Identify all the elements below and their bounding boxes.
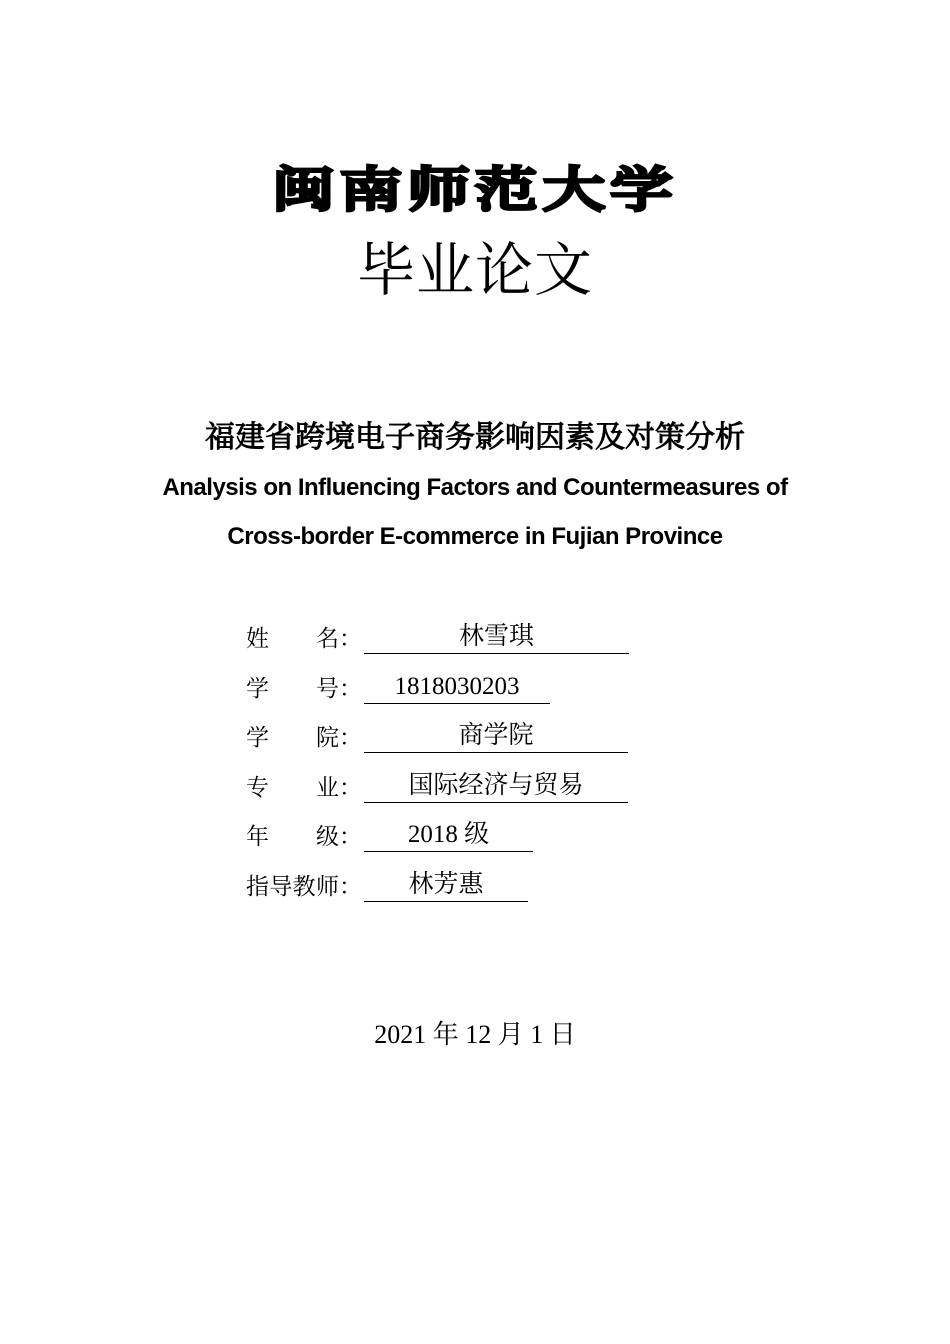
student-id-label-text: 学 号 (246, 675, 339, 701)
thesis-title-chinese: 福建省跨境电子商务影响因素及对策分析 (205, 421, 745, 454)
student-info-form (246, 621, 629, 918)
colon: ： (339, 675, 362, 701)
form-row-college (246, 720, 629, 753)
form-row-major (246, 770, 629, 803)
colon: ： (339, 626, 362, 651)
colon: ： (339, 725, 362, 750)
advisor-value: 林芳惠 (364, 870, 528, 902)
advisor-label-text: 指导教师 (246, 873, 339, 899)
thesis-title-english-line1: Analysis on Influencing Factors and Countermeasures of (162, 474, 788, 501)
form-row-name (246, 621, 629, 654)
thesis-title-english-line2: Cross-border E-commerce in Fujian Province (227, 523, 723, 550)
form-row-advisor (246, 869, 629, 902)
colon: ： (339, 774, 362, 800)
major-label (246, 773, 362, 803)
grade-label (246, 822, 362, 852)
name-label-text: 姓 名 (246, 626, 339, 651)
grade-value: 2018 级 (364, 820, 533, 852)
student-id-label (246, 674, 362, 704)
colon: ： (339, 873, 362, 899)
document-type-title: 毕业论文 (356, 238, 593, 303)
grade-label-text: 年 级 (246, 824, 339, 849)
student-id-value: 1818030203 (364, 672, 550, 704)
major-label-text: 专 业 (246, 774, 339, 800)
name-label (246, 624, 362, 654)
form-row-student-id (246, 671, 629, 704)
name-value: 林雪琪 (364, 622, 629, 654)
completion-date: 2021 年 12 月 1 日 (374, 1020, 576, 1049)
college-label (246, 723, 362, 753)
major-value: 国际经济与贸易 (364, 771, 628, 803)
college-value: 商学院 (364, 721, 628, 753)
form-row-grade (246, 819, 629, 852)
advisor-label (246, 872, 362, 902)
college-label-text: 学 院 (246, 725, 339, 750)
colon: ： (339, 824, 362, 849)
university-name: 闽南师范大学 (272, 162, 678, 218)
